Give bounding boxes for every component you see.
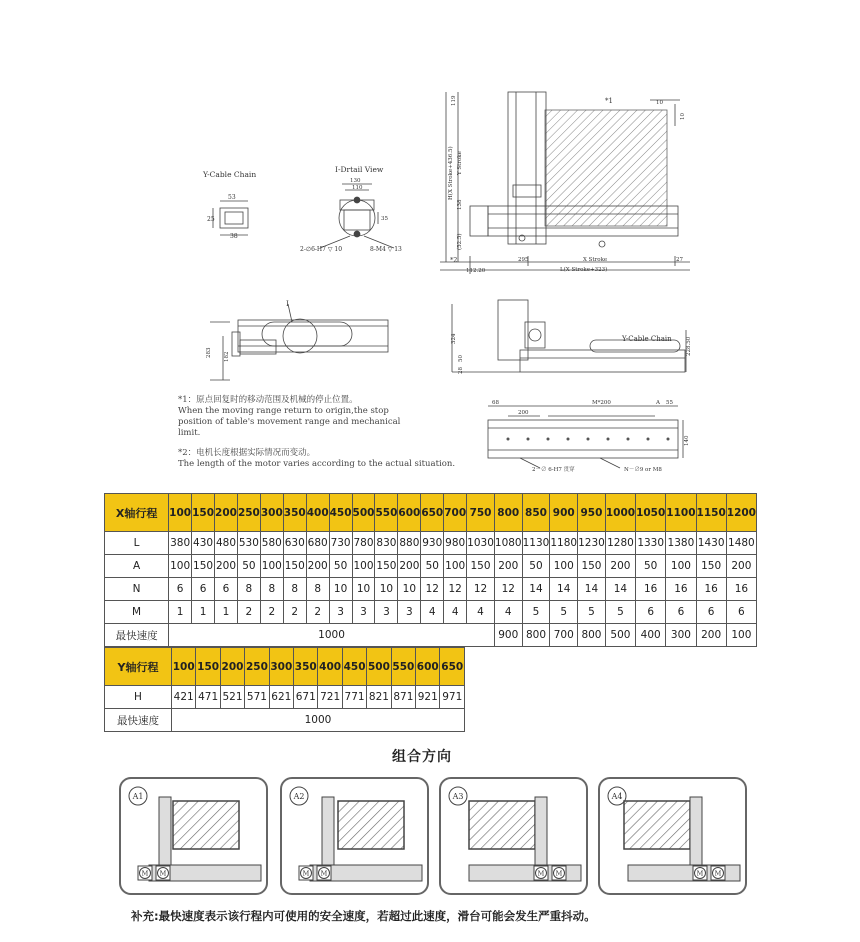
table-cell: 4 [421,601,444,624]
table-cell: 821 [367,686,391,709]
table-cell: 12 [421,578,444,601]
bottom-dim-a: A [656,400,660,406]
table-cell: 1 [192,601,215,624]
cable-dim-38: 38 [230,233,238,240]
combo-y-axis [690,797,702,873]
note-1-en-2: position of table's movement range and mechanical [178,417,401,427]
table-cell: 16 [726,578,756,601]
speed-label: 最快速度 [105,624,169,647]
table-cell: 16 [666,578,696,601]
combo-label: A1 [132,792,144,801]
table-cell: 50 [636,555,666,578]
table-cell: 50 [522,555,550,578]
combo-diagram-a3 [439,777,588,895]
x-stroke-cell: 1100 [666,494,696,532]
note-2-cn: *2：电机长度根据实际情况而变动。 [178,448,316,458]
table-cell: 14 [522,578,550,601]
table-cell: 12 [494,578,522,601]
motor-symbol: M [537,869,545,878]
speed-cell: 900 [494,624,522,647]
table-cell: 100 [444,555,467,578]
y-stroke-cell: 500 [367,648,391,686]
row-label: N [105,578,169,601]
table-cell: 1080 [494,532,522,555]
x-stroke-cell: 800 [494,494,522,532]
table-cell: 2 [260,601,283,624]
combo-work-area [469,801,535,849]
combo-title: 组合方向 [392,749,452,765]
table-cell: 1230 [578,532,606,555]
bottom-dim-m200: M*200 [592,400,611,406]
y-axis-spec-table [104,647,465,732]
top-dim-27: 27 [676,257,683,263]
x-stroke-cell: 950 [578,494,606,532]
combo-y-axis [535,797,547,873]
footnote: 补充:最快速度表示该行程内可使用的安全速度，若超过此速度，滑台可能会发生严重抖动。 [131,909,596,923]
table-cell: 10 [329,578,352,601]
table-cell: 930 [421,532,444,555]
table-cell: 200 [494,555,522,578]
combo-diagram-a2 [280,777,429,895]
star-2-label: *2 [450,256,458,264]
table-cell: 721 [318,686,342,709]
speed-cell: 500 [605,624,635,647]
table-cell: 50 [237,555,260,578]
table-cell: 200 [398,555,421,578]
cable-chain-section-drawing [213,201,248,235]
table-cell: 14 [605,578,635,601]
bottom-dim-68: 68 [492,400,499,406]
table-cell: 50 [421,555,444,578]
x-stroke-cell: 350 [283,494,306,532]
table-row [105,555,757,578]
top-dim-138: 138 [457,199,463,210]
table-cell: 4 [467,601,495,624]
combo-diagram-a1 [119,777,268,895]
y-stroke-cell: 650 [440,648,465,686]
x-stroke-cell: 650 [421,494,444,532]
table-cell: 100 [260,555,283,578]
table-cell: 10 [375,578,398,601]
combo-label: A2 [293,792,305,801]
x-speed-row [105,624,757,647]
x-stroke-cell: 450 [329,494,352,532]
table-cell: 150 [467,555,495,578]
table-cell: 1130 [522,532,550,555]
table-cell: 16 [636,578,666,601]
combo-work-area [338,801,404,849]
table-cell: 8 [306,578,329,601]
table-cell: 2 [237,601,260,624]
table-cell: 430 [192,532,215,555]
combo-label: A4 [611,792,623,801]
table-row [105,601,757,624]
front-dim-50: 50 [458,355,464,362]
table-cell: 480 [215,532,238,555]
detail-callout-thread: 8-M4 ▽ 13 [370,246,402,253]
x-axis-spec-table [104,493,757,647]
motor-symbol: M [141,869,149,878]
motor-symbol: M [696,869,704,878]
x-table-header-row [105,494,757,532]
table-cell: 771 [342,686,366,709]
cable-dim-25: 25 [207,216,215,223]
front-cable-label: Y-Cable Chain [622,335,672,343]
table-cell: 471 [196,686,220,709]
table-cell: 571 [245,686,269,709]
y-stroke-cell: 600 [416,648,440,686]
y-stroke-label: Y Stroke [457,151,463,175]
table-cell: 1 [169,601,192,624]
y-stroke-cell: 200 [220,648,244,686]
top-dim-119: 119 [451,95,457,106]
y-stroke-cell: 450 [342,648,366,686]
table-cell: 12 [467,578,495,601]
table-cell: 10 [352,578,375,601]
speed-cell: 100 [726,624,756,647]
row-label: L [105,532,169,555]
table-cell: 971 [440,686,465,709]
combo-work-area [624,801,690,849]
top-dim-112-20: 112.20 [466,268,486,274]
x-stroke-cell: 300 [260,494,283,532]
motor-symbol: M [302,869,310,878]
bottom-dim-200: 200 [518,410,529,416]
y-stroke-cell: 350 [294,648,318,686]
x-stroke-cell: 150 [192,494,215,532]
y-stroke-cell: 300 [269,648,293,686]
table-cell: 921 [416,686,440,709]
table-cell: 3 [329,601,352,624]
table-cell: 4 [494,601,522,624]
table-cell: 3 [398,601,421,624]
front-dim-28: 28 [458,367,464,374]
table-cell: 200 [215,555,238,578]
table-cell: 980 [444,532,467,555]
combo-y-axis [159,797,171,873]
table-cell: 2 [283,601,306,624]
table-cell: 3 [352,601,375,624]
table-cell: 150 [192,555,215,578]
motor-symbol: M [714,869,722,878]
table-cell: 1280 [605,532,635,555]
x-stroke-label: X Stroke [583,257,608,263]
note-1-cn: *1：原点回复时的移动范围及机械的停止位置。 [178,395,358,405]
table-cell: 8 [260,578,283,601]
bottom-holes-callout-2: N－∅9 or M8 [624,467,662,473]
x-stroke-cell: 100 [169,494,192,532]
combo-diagram-a4 [598,777,747,895]
x-table-header-label: X轴行程 [105,494,169,532]
table-cell: 5 [578,601,606,624]
table-cell: 4 [444,601,467,624]
cable-dim-53: 53 [228,194,236,201]
table-cell: 12 [444,578,467,601]
table-cell: 6 [636,601,666,624]
motor-symbol: M [555,869,563,878]
x-stroke-cell: 200 [215,494,238,532]
y-table-header-label: Y轴行程 [105,648,172,686]
bottom-dim-140: 140 [684,435,690,446]
table-cell: 3 [375,601,398,624]
x-stroke-cell: 550 [375,494,398,532]
top-view-drawing [440,92,690,274]
table-cell: 621 [269,686,293,709]
y-stroke-cell: 250 [245,648,269,686]
speed-cell: 800 [522,624,550,647]
combo-y-axis [322,797,334,873]
table-cell: 521 [220,686,244,709]
table-row [105,578,757,601]
side-view-drawing [210,304,388,380]
table-cell: 830 [375,532,398,555]
side-label-i: I [286,300,289,308]
table-cell: 1380 [666,532,696,555]
x-stroke-cell: 1000 [605,494,635,532]
speed-cell: 200 [696,624,726,647]
table-cell: 5 [550,601,578,624]
table-cell: 780 [352,532,375,555]
table-cell: 5 [522,601,550,624]
x-stroke-cell: 250 [237,494,260,532]
table-cell: 14 [550,578,578,601]
table-cell: 16 [696,578,726,601]
x-stroke-cell: 1200 [726,494,756,532]
table-cell: 150 [696,555,726,578]
x-stroke-cell: 600 [398,494,421,532]
h-stroke-label: H(X Stroke+436.5) [448,146,454,200]
top-dim-295: 295 [518,257,529,263]
table-cell: 580 [260,532,283,555]
top-dim-52-5: (52.5) [457,233,463,250]
table-row [105,532,757,555]
speed-cell: 300 [666,624,696,647]
top-dim-10-b: 10 [680,113,686,120]
table-cell: 14 [578,578,606,601]
x-stroke-cell: 750 [467,494,495,532]
detail-dim-110: 110 [352,185,363,191]
table-cell: 150 [283,555,306,578]
speed-label: 最快速度 [105,709,172,732]
bottom-view-holes [507,438,670,441]
row-label: A [105,555,169,578]
front-dim-324: 324 [451,333,457,344]
detail-callout-pin: 2-∅6-H7 ▽ 10 [300,246,343,253]
y-speed-row [105,709,465,732]
table-cell: 150 [375,555,398,578]
table-cell: 6 [726,601,756,624]
table-cell: 730 [329,532,352,555]
l-stroke-label: L(X Stroke+323) [560,267,608,273]
table-cell: 200 [605,555,635,578]
row-label: H [105,686,172,709]
table-cell: 100 [666,555,696,578]
x-stroke-cell: 1050 [636,494,666,532]
speed-cell: 700 [550,624,578,647]
star-1-label: *1 [605,97,613,105]
table-cell: 671 [294,686,318,709]
table-cell: 871 [391,686,415,709]
x-stroke-cell: 700 [444,494,467,532]
table-cell: 50 [329,555,352,578]
y-stroke-cell: 100 [172,648,196,686]
table-cell: 1330 [636,532,666,555]
table-cell: 150 [578,555,606,578]
table-cell: 421 [172,686,196,709]
bottom-holes-callout-1: 2－∅ 6-H7 贯穿 [532,467,575,473]
table-cell: 5 [605,601,635,624]
table-cell: 630 [283,532,306,555]
x-stroke-cell: 900 [550,494,578,532]
y-stroke-cell: 550 [391,648,415,686]
y-table-header-row [105,648,465,686]
speed-merged-cell: 1000 [172,709,465,732]
table-cell: 380 [169,532,192,555]
y-stroke-cell: 400 [318,648,342,686]
note-1 [178,395,438,439]
side-dim-283: 283 [206,347,212,358]
table-cell: 6 [169,578,192,601]
table-cell: 530 [237,532,260,555]
detail-dim-35: 35 [381,216,388,222]
speed-cell: 800 [578,624,606,647]
table-cell: 100 [352,555,375,578]
table-cell: 1030 [467,532,495,555]
note-2 [178,448,478,470]
table-row [105,686,465,709]
table-cell: 6 [666,601,696,624]
speed-cell: 400 [636,624,666,647]
note-1-en-1: When the moving range return to origin,the stop [178,406,389,416]
table-cell: 100 [550,555,578,578]
table-cell: 10 [398,578,421,601]
y-stroke-cell: 150 [196,648,220,686]
detail-view-title: I-Drtail View [335,165,384,174]
combo-work-area [173,801,239,849]
table-cell: 6 [696,601,726,624]
table-cell: 1480 [726,532,756,555]
motor-symbol: M [159,869,167,878]
cable-chain-title: Y-Cable Chain [203,170,257,179]
table-cell: 200 [726,555,756,578]
x-stroke-cell: 500 [352,494,375,532]
note-2-en: The length of the motor varies according to the actual situation. [178,459,456,469]
table-cell: 8 [237,578,260,601]
table-cell: 1180 [550,532,578,555]
side-dim-182: 182 [224,351,230,362]
table-cell: 1430 [696,532,726,555]
speed-merged-cell: 1000 [169,624,495,647]
table-cell: 6 [192,578,215,601]
table-cell: 100 [169,555,192,578]
table-cell: 880 [398,532,421,555]
table-cell: 200 [306,555,329,578]
front-dim-228-50: 228.50 [686,336,692,356]
table-cell: 6 [215,578,238,601]
note-1-en-3: limit. [178,428,201,438]
motor-symbol: M [320,869,328,878]
x-stroke-cell: 1150 [696,494,726,532]
table-cell: 8 [283,578,306,601]
detail-dim-130: 130 [350,178,361,184]
x-stroke-cell: 400 [306,494,329,532]
table-cell: 1 [215,601,238,624]
bottom-dim-55: 55 [666,400,673,406]
table-cell: 2 [306,601,329,624]
top-dim-10-a: 10 [656,100,663,106]
combo-label: A3 [452,792,464,801]
row-label: M [105,601,169,624]
table-cell: 680 [306,532,329,555]
x-stroke-cell: 850 [522,494,550,532]
